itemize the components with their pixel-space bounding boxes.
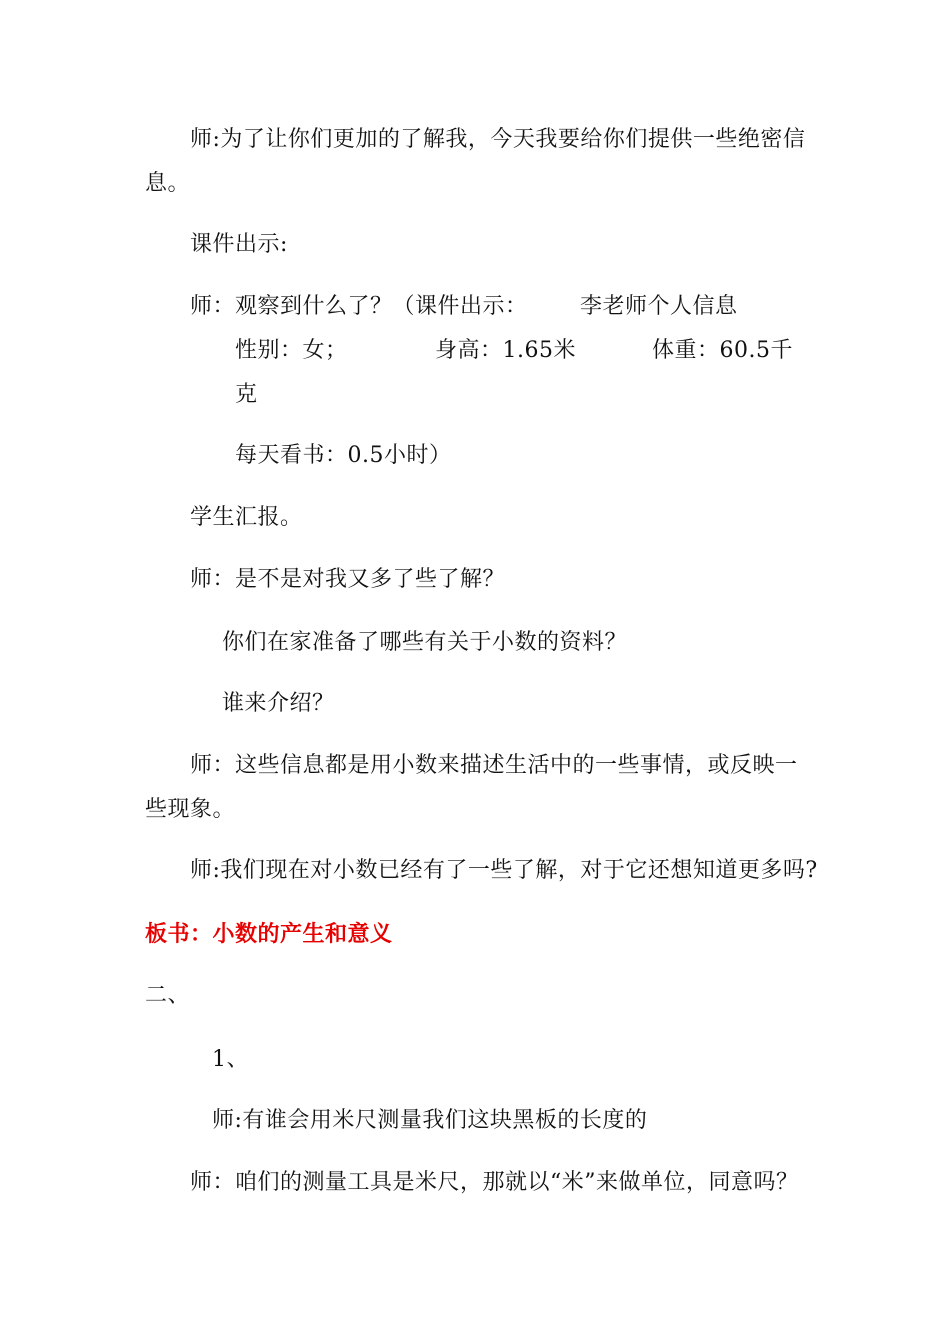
paragraph-line: 息。	[145, 171, 191, 196]
paragraph-line: 师:有谁会用米尺测量我们这块黑板的长度的	[212, 1108, 648, 1133]
paragraph-line: 学生汇报。	[190, 505, 303, 530]
paragraph-line: 你们在家准备了哪些有关于小数的资料？	[222, 630, 628, 655]
paragraph-line: 身高：1.65米	[435, 338, 576, 363]
paragraph-line: 每天看书：0.5小时）	[235, 443, 452, 468]
paragraph-line: 师：是不是对我又多了些了解？	[190, 567, 506, 592]
paragraph-line: 性别：女；	[235, 338, 348, 363]
paragraph-line: 克	[235, 382, 258, 407]
paragraph-line: 课件出示:	[190, 232, 288, 257]
paragraph-line: 师：咱们的测量工具是米尺，那就以“米”来做单位，同意吗？	[190, 1170, 799, 1195]
section-heading: 板书：小数的产生和意义	[145, 921, 393, 947]
paragraph-line: 些现象。	[145, 797, 236, 822]
paragraph-line: 师：这些信息都是用小数来描述生活中的一些事情，或反映一	[190, 753, 798, 778]
paragraph-line: 师:为了让你们更加的了解我，今天我要给你们提供一些绝密信	[190, 127, 806, 152]
paragraph-line: 师：观察到什么了？（课件出示：	[190, 294, 528, 319]
paragraph-line: 二、	[145, 983, 191, 1008]
paragraph-line: 谁来介绍？	[222, 691, 335, 716]
paragraph-line: 师:我们现在对小数已经有了一些了解，对于它还想知道更多吗?	[190, 858, 818, 883]
paragraph-line: 李老师个人信息	[580, 294, 738, 319]
paragraph-line: 体重：60.5千	[652, 338, 793, 363]
paragraph-line: 1、	[212, 1047, 249, 1072]
